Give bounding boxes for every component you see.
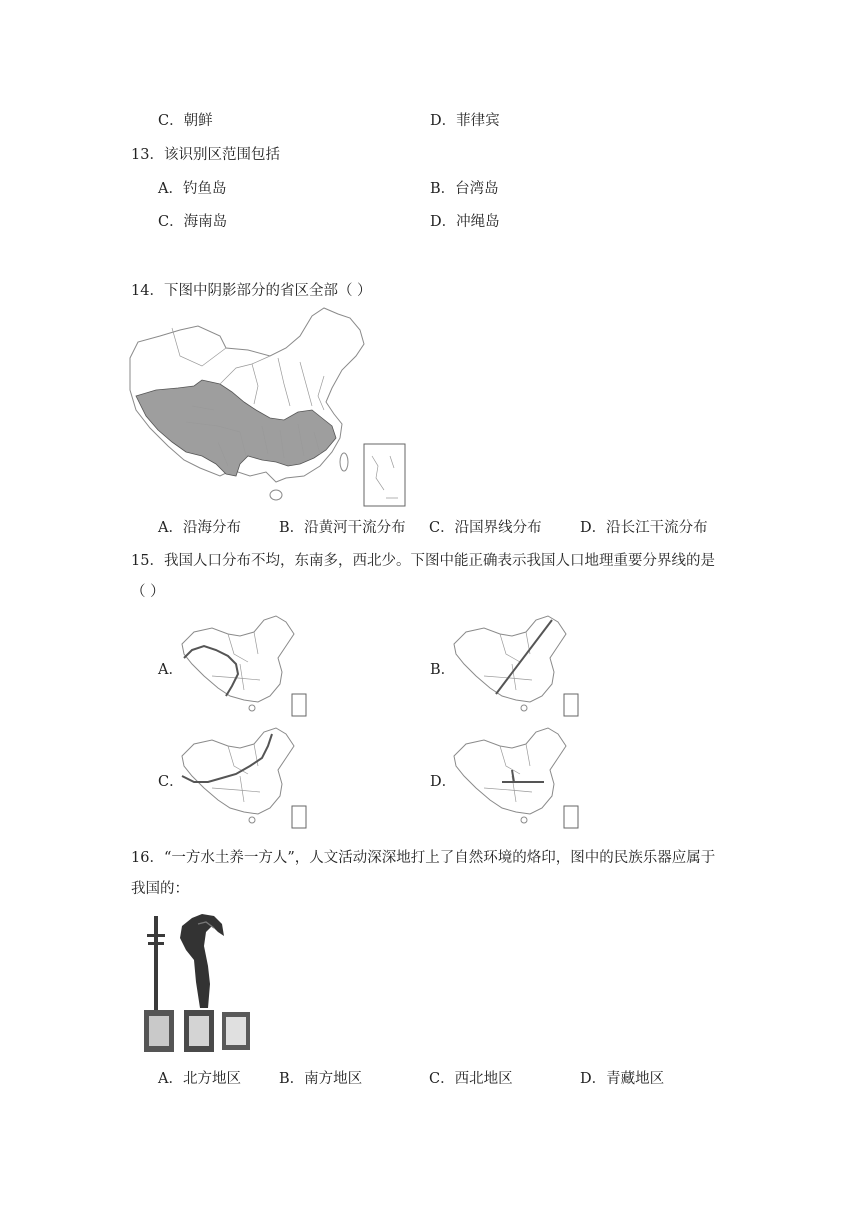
q14-option-b: B．沿黄河干流分布: [279, 520, 406, 536]
q14-option-a: A．沿海分布: [158, 520, 241, 536]
q15-option-a-map: [178, 614, 310, 718]
q16-option-d: D．青藏地区: [580, 1071, 665, 1087]
q15-stem-line1: 15．我国人口分布不均，东南多，西北少。下图中能正确表示我国人口地理重要分界线的是: [131, 553, 715, 569]
q16-option-c: C．西北地区: [429, 1071, 513, 1087]
q14-option-d: D．沿长江干流分布: [580, 520, 708, 536]
ethnic-instrument-photo: [136, 910, 258, 1056]
q13-option-c: C．海南岛: [158, 214, 228, 230]
q15-option-a-label: A．: [158, 662, 183, 678]
south-china-sea-inset: [364, 444, 405, 506]
q15-stem-line2: （ ）: [131, 584, 165, 600]
q12-option-c: C．朝鲜: [158, 113, 213, 129]
q14-option-c: C．沿国界线分布: [429, 520, 542, 536]
hainan-island: [270, 490, 282, 500]
q15-option-b-map: [450, 614, 582, 718]
q16-stem-line1: 16．“一方水土养一方人”，人文活动深深地打上了自然环境的烙印，图中的民族乐器应属于: [131, 850, 716, 866]
q13-option-b: B．台湾岛: [430, 181, 499, 197]
horse-head-carving: [180, 914, 224, 1008]
q15-option-b-label: B．: [430, 662, 456, 678]
q14-china-map: [128, 306, 410, 508]
q15-option-c-label: C．: [158, 774, 184, 790]
q15-option-d-label: D．: [430, 774, 457, 790]
q14-stem: 14．下图中阴影部分的省区全部（ ）: [131, 283, 372, 299]
q16-option-a: A．北方地区: [158, 1071, 241, 1087]
q15-option-c-map: [178, 726, 310, 830]
q15-option-d-map: [450, 726, 582, 830]
q16-option-b: B．南方地区: [279, 1071, 363, 1087]
q12-option-d: D．菲律宾: [430, 113, 500, 129]
taiwan-island: [340, 453, 348, 471]
q16-stem-line2: 我国的：: [131, 881, 189, 897]
q13-stem: 13．该识别区范围包括: [131, 147, 280, 163]
q13-option-d: D．冲绳岛: [430, 214, 500, 230]
q13-option-a: A．钓鱼岛: [158, 181, 227, 197]
